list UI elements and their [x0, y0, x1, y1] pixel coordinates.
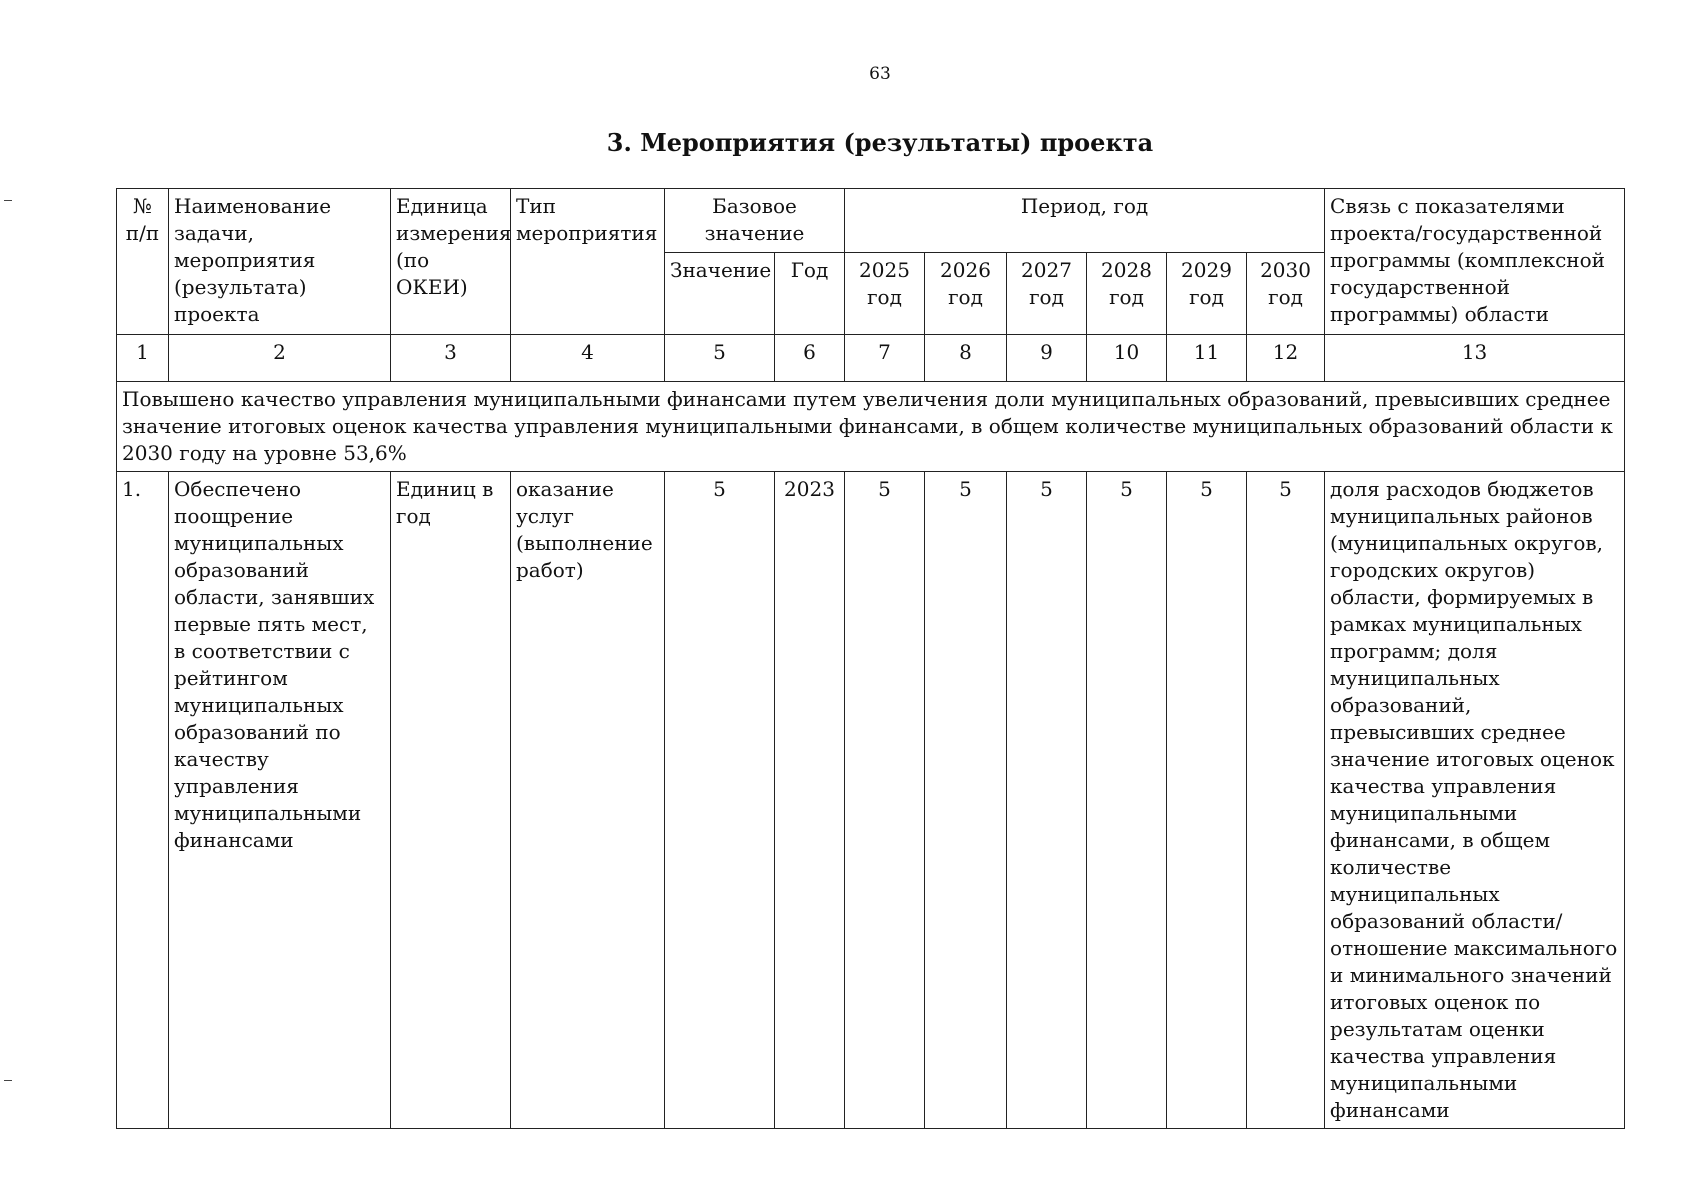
- column-number: 1: [117, 335, 169, 382]
- header-year-2027: 2027 год: [1007, 253, 1087, 335]
- column-number: 6: [775, 335, 845, 382]
- header-year-2028: 2028 год: [1087, 253, 1167, 335]
- margin-tick: [4, 200, 12, 201]
- row-base-value: 5: [665, 472, 775, 1129]
- header-year-2025: 2025 год: [845, 253, 925, 335]
- header-unit: Единица измерения (по ОКЕИ): [391, 189, 511, 335]
- row-name: Обеспечено поощрение муниципальных образований области, занявших первые пять мест, в соответствии с рейтингом муниципальных образований по качеству управления муниципальными финансами: [169, 472, 391, 1129]
- row-type: оказание услуг (выполнение работ): [511, 472, 665, 1129]
- section-title: 3. Мероприятия (результаты) проекта: [606, 128, 1154, 157]
- header-link: Связь с показателями проекта/государственной программы (комплексной государственной программы) области: [1325, 189, 1625, 335]
- row-value-2027: 5: [1007, 472, 1087, 1129]
- column-number: 11: [1167, 335, 1247, 382]
- row-num: 1.: [117, 472, 169, 1129]
- results-table: [116, 188, 1625, 1129]
- row-value-2028: 5: [1087, 472, 1167, 1129]
- row-unit: Единиц в год: [391, 472, 511, 1129]
- column-number: 13: [1325, 335, 1625, 382]
- row-value-2026: 5: [925, 472, 1007, 1129]
- column-number: 12: [1247, 335, 1325, 382]
- header-year-2030: 2030 год: [1247, 253, 1325, 335]
- header-period: Период, год: [845, 189, 1325, 253]
- column-number: 2: [169, 335, 391, 382]
- row-value-2029: 5: [1167, 472, 1247, 1129]
- goal-row: [117, 382, 1625, 472]
- row-value-2030: 5: [1247, 472, 1325, 1129]
- column-number: 9: [1007, 335, 1087, 382]
- header-name: Наименование задачи, мероприятия (результата) проекта: [169, 189, 391, 335]
- header-base-year: Год: [775, 253, 845, 335]
- header-base-value: Значение: [665, 253, 775, 335]
- header-year-2029: 2029 год: [1167, 253, 1247, 335]
- column-number-row: [117, 335, 1625, 382]
- page-number: 63: [869, 64, 891, 84]
- column-number: 10: [1087, 335, 1167, 382]
- header-row: [117, 189, 1625, 253]
- column-number: 4: [511, 335, 665, 382]
- column-number: 5: [665, 335, 775, 382]
- row-link: доля расходов бюджетов муниципальных районов (муниципальных округов, городских округов) области, формируемых в рамках муниципальных программ; доля муниципальных образований, превысивших среднее значение итоговых оценок качества управления муниципальными финансами, в общем количестве муниципальных образований области/отношение максимального и минимального значений итоговых оценок по результатам оценки качества управления муниципальными финансами: [1325, 472, 1625, 1129]
- margin-tick: [4, 1080, 12, 1081]
- column-number: 7: [845, 335, 925, 382]
- column-number: 3: [391, 335, 511, 382]
- goal-text: Повышено качество управления муниципальными финансами путем увеличения доли муниципальных образований, превысивших среднее значение итоговых оценок качества управления муниципальными финансами, в общем количестве муниципальных образований области к 2030 году на уровне 53,6%: [117, 382, 1625, 472]
- row-value-2025: 5: [845, 472, 925, 1129]
- header-base: Базовое значение: [665, 189, 845, 253]
- table-row: [117, 472, 1625, 1129]
- column-number: 8: [925, 335, 1007, 382]
- header-num: № п/п: [117, 189, 169, 335]
- header-type: Тип мероприятия: [511, 189, 665, 335]
- row-base-year: 2023: [775, 472, 845, 1129]
- header-year-2026: 2026 год: [925, 253, 1007, 335]
